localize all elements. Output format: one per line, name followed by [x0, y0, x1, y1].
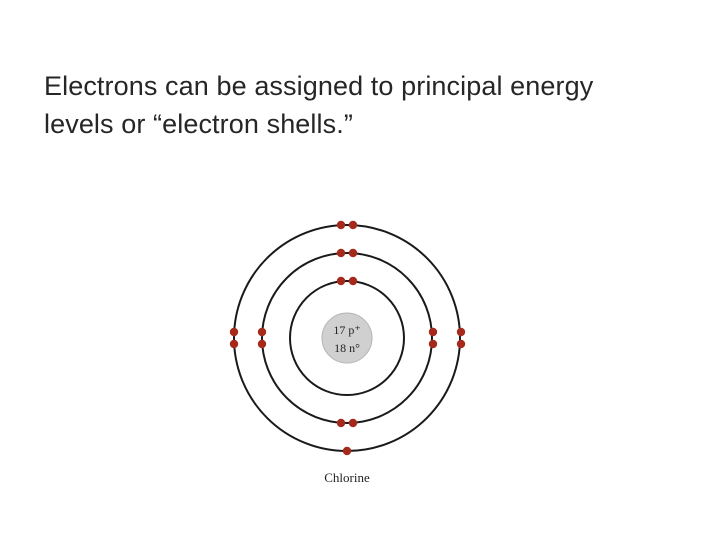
- electron: [429, 340, 437, 348]
- nucleus-protons-label: 17 p⁺: [333, 323, 361, 337]
- electron: [258, 340, 266, 348]
- element-label: Chlorine: [324, 470, 370, 485]
- slide-text-line-2: levels or “electron shells.”: [44, 109, 353, 139]
- slide-text-line-1: Electrons can be assigned to principal energy: [44, 71, 594, 101]
- electron: [258, 328, 266, 336]
- electron: [337, 419, 345, 427]
- nucleus: [322, 313, 372, 363]
- electron: [457, 340, 465, 348]
- electron: [230, 328, 238, 336]
- electron: [349, 277, 357, 285]
- electron: [343, 447, 351, 455]
- electron: [337, 249, 345, 257]
- electron: [337, 277, 345, 285]
- electron: [457, 328, 465, 336]
- electron: [429, 328, 437, 336]
- nucleus-neutrons-label: 18 n°: [334, 341, 360, 355]
- electron: [349, 249, 357, 257]
- electron: [349, 221, 357, 229]
- electron: [230, 340, 238, 348]
- electron: [337, 221, 345, 229]
- electron: [349, 419, 357, 427]
